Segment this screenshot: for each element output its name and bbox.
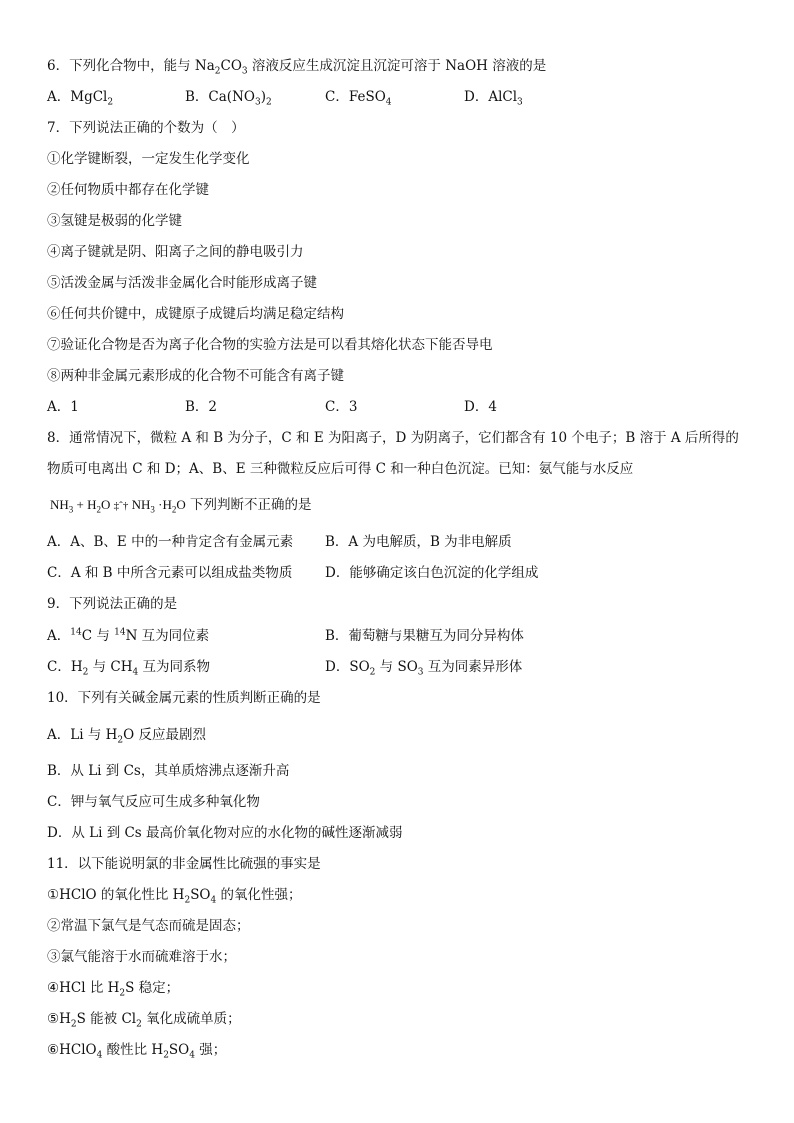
q7-item: ③氢键是极弱的化学键 <box>47 213 182 229</box>
q7-item: ⑦验证化合物是否为离子化合物的实验方法是可以看其熔化状态下能否导电 <box>47 337 493 353</box>
q11-item: ④HCl 比 $H_2S$ 稳定； <box>47 980 180 999</box>
q9-option-a: A．$^{14}$C 与 $^{14}$N 互为同位素 <box>47 627 210 644</box>
q11-item: ①HClO 的氧化性比 $H_2SO_4$ 的氧化性强； <box>47 887 302 906</box>
q7-stem: 7．下列说法正确的个数为（ ） <box>47 120 245 136</box>
q8-option-d: D．能够确定该白色沉淀的化学组成 <box>325 565 539 581</box>
q11-item: $⑤H_2S$ 能被 $Cl_2$ 氧化成硫单质； <box>47 1011 241 1030</box>
q7-option-c: C．3 <box>325 399 358 415</box>
q8-stem-line2: 物质可电离出 C 和 D；A、B、E 三种微粒反应后可得 C 和一种白色沉淀。已知：氨气能与水反应 <box>47 461 634 477</box>
q7-option-a: A．1 <box>47 399 79 415</box>
q7-option-d: D．4 <box>464 399 497 415</box>
q7-option-b: B．2 <box>185 399 218 415</box>
q11-item: ③氯气能溶于水而硫难溶于水； <box>47 949 236 965</box>
q6-option-b: B．$Ca(NO_3)_2$ <box>185 89 272 108</box>
q8-equation: $NH_3 + H_2O$ ‡ˆ† $NH_3 \cdot H_2O$ 下列判断不正确的是 <box>50 497 312 515</box>
q8-option-c: C．A 和 B 中所含元素可以组成盐类物质 <box>47 565 293 581</box>
q6-option-d: D．AlCl$_3$ <box>464 89 523 108</box>
q11-item: ⑥HClO$_4$ 酸性比 $H_2SO_4$ 强； <box>47 1042 227 1061</box>
q8-option-b: B．A 为电解质，B 为非电解质 <box>325 534 512 550</box>
q8-option-a: A．A、B、E 中的一种肯定含有金属元素 <box>47 534 294 550</box>
q7-item: ⑤活泼金属与活泼非金属化合时能形成离子键 <box>47 275 317 291</box>
q9-option-b: B．葡萄糖与果糖互为同分异构体 <box>325 628 524 644</box>
q7-item: ⑥任何共价键中，成键原子成键后均满足稳定结构 <box>47 306 344 322</box>
q10-option-b: B．从 Li 到 Cs，其单质熔沸点逐渐升高 <box>47 763 290 779</box>
q7-item: ④离子键就是阴、阳离子之间的静电吸引力 <box>47 244 304 260</box>
q10-option-c: C．钾与氧气反应可生成多种氧化物 <box>47 794 260 810</box>
q7-item: ②任何物质中都存在化学键 <box>47 182 209 198</box>
q6-option-c: C．FeSO$_4$ <box>325 89 392 108</box>
q6-option-a: A．MgCl$_2$ <box>47 89 114 108</box>
q7-item: ⑧两种非金属元素形成的化合物不可能含有离子键 <box>47 368 344 384</box>
equilibrium-arrow-icon: ‡ˆ† <box>113 500 129 512</box>
q8-stem-line1: 8．通常情况下，微粒 A 和 B 为分子，C 和 E 为阳离子，D 为阴离子，它们都含有 10 个电子；B 溶于 A 后所得的 <box>47 430 739 446</box>
q11-item: ②常温下氯气是气态而硫是固态； <box>47 918 250 934</box>
q10-stem: 10．下列有关碱金属元素的性质判断正确的是 <box>47 690 321 706</box>
q9-option-d: D．$SO_2$ 与 $SO_3$ 互为同素异形体 <box>325 659 523 678</box>
q9-option-c: C．$H_2$ 与 $CH_4$ 互为同系物 <box>47 659 211 678</box>
q10-option-a: A．Li 与 $H_2O$ 反应最剧烈 <box>47 727 206 746</box>
q9-stem: 9．下列说法正确的是 <box>47 596 178 612</box>
q7-item: ①化学键断裂，一定发生化学变化 <box>47 151 250 167</box>
q10-option-d: D．从 Li 到 Cs 最高价氧化物对应的水化物的碱性逐渐减弱 <box>47 825 403 841</box>
q11-stem: 11．以下能说明氯的非金属性比硫强的事实是 <box>47 856 321 872</box>
q6-stem: 6．下列化合物中，能与 $Na_2CO_3$ 溶液反应生成沉淀且沉淀可溶于 NaOH 溶液的是 <box>47 58 547 77</box>
